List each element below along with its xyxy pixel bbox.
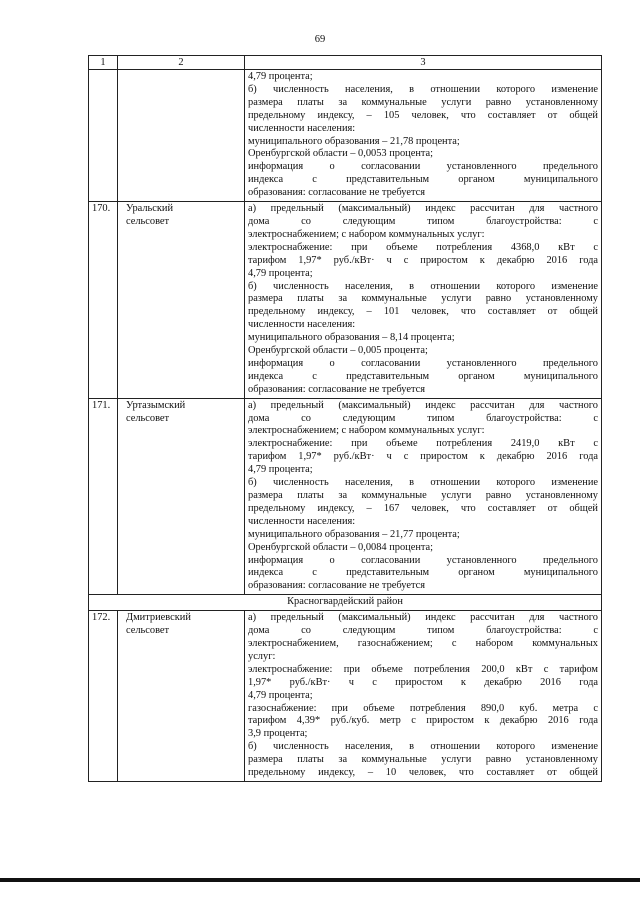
header-col-1: 1: [89, 56, 118, 70]
description-line: муниципального образования – 21,78 процента;: [248, 135, 460, 147]
description-line: численности населения:: [248, 515, 356, 527]
row-number: 172.: [89, 611, 118, 782]
municipality-name-line: сельсовет: [126, 625, 170, 637]
row-number: 171.: [89, 398, 118, 595]
municipality-name: [118, 202, 245, 399]
table-header-row: [89, 56, 602, 70]
description-line: численности населения:: [248, 122, 356, 134]
description-line: численности населения:: [248, 319, 356, 331]
table-row: [89, 398, 602, 595]
description-line: предельному индексу, – 10 человек, что составляет от общей: [248, 767, 598, 779]
description-line: электроснабжением; с набором коммунальных услуг:: [248, 425, 485, 437]
description-line: дома со следующим типом благоустройства: с: [248, 625, 598, 637]
description-line: а) предельный (максимальный) индекс рассчитан для частного: [248, 399, 598, 411]
description-line: дома со следующим типом благоустройства: с: [248, 215, 598, 227]
page-number: 69: [314, 34, 326, 45]
description-line: индекса с представительным органом муниципального: [248, 370, 598, 382]
header-col-2: 2: [118, 56, 245, 70]
description-line: предельному индексу, – 101 человек, что составляет от общей: [248, 306, 598, 318]
description-line: газоснабжение: при объеме потребления 890,0 куб. метра с: [248, 702, 598, 714]
description-line: 1,97* руб./кВт· ч с приростом к декабрю 2016 года: [248, 676, 598, 688]
description-line: размера платы за коммунальные услуги равно установленному: [248, 490, 598, 501]
description-line: услуг:: [248, 650, 276, 662]
description-line: электроснабжение: при объеме потребления 2419,0 кВт с: [248, 438, 598, 450]
description-line: предельному индексу, – 167 человек, что составляет от общей: [248, 502, 598, 514]
description-line: тарифом 1,97* руб./кВт· ч с приростом к декабрю 2016 года: [248, 451, 598, 463]
description-line: муниципального образования – 8,14 процента;: [248, 332, 455, 344]
description-line: б) численность населения, в отношении которого изменение: [248, 83, 598, 95]
description-line: б) численность населения, в отношении которого изменение: [248, 477, 598, 489]
municipality-name: [118, 611, 245, 782]
municipality-name-line: Уральский: [126, 203, 174, 215]
description-line: Оренбургской области – 0,0084 процента;: [248, 541, 434, 553]
index-description: [245, 398, 602, 595]
description-line: 4,79 процента;: [248, 71, 313, 82]
municipality-name-line: сельсовет: [126, 412, 170, 424]
description-line: муниципального образования – 21,77 процента;: [248, 528, 460, 540]
description-line: б) численность населения, в отношении которого изменение: [248, 280, 598, 292]
row-number: [89, 70, 118, 202]
index-description: [245, 611, 602, 782]
page-bottom-rule: [0, 878, 640, 882]
description-line: образования: согласование не требуется: [248, 383, 426, 395]
municipality-name-line: Дмитриевский: [126, 612, 191, 624]
index-description: [245, 70, 602, 202]
description-line: дома со следующим типом благоустройства: с: [248, 412, 598, 424]
description-line: 4,79 процента;: [248, 464, 313, 476]
table-row: [89, 202, 602, 399]
description-line: электроснабжением, газоснабжением; с набором коммунальных: [248, 637, 598, 649]
description-line: образования: согласование не требуется: [248, 187, 426, 199]
description-line: размера платы за коммунальные услуги равно установленному: [248, 293, 598, 305]
description-line: информация о согласовании установленного предельного: [248, 357, 598, 369]
description-line: информация о согласовании установленного предельного: [248, 554, 598, 566]
description-line: Оренбургской области – 0,005 процента;: [248, 345, 428, 357]
tariff-table: [88, 55, 602, 782]
table-row: [89, 611, 602, 782]
description-line: индекса с представительным органом муниципального: [248, 174, 598, 186]
description-line: размера платы за коммунальные услуги равно установленному: [248, 754, 598, 766]
description-line: б) численность населения, в отношении которого изменение: [248, 741, 598, 753]
description-line: 4,79 процента;: [248, 267, 313, 279]
description-line: Оренбургской области – 0,0053 процента;: [248, 148, 434, 160]
description-line: тарифом 1,97* руб./кВт· ч с приростом к декабрю 2016 года: [248, 254, 598, 266]
description-line: образования: согласование не требуется: [248, 580, 426, 592]
description-line: тарифом 4,39* руб./куб. метр с приростом к декабрю 2016 года: [248, 715, 598, 727]
description-line: 4,79 процента;: [248, 689, 313, 701]
description-line: а) предельный (максимальный) индекс рассчитан для частного: [248, 612, 598, 624]
table-row: [89, 70, 602, 202]
description-line: а) предельный (максимальный) индекс рассчитан для частного: [248, 203, 598, 215]
description-line: информация о согласовании установленного предельного: [248, 161, 598, 173]
description-line: предельному индексу, – 105 человек, что составляет от общей: [248, 109, 598, 121]
description-line: индекса с представительным органом муниципального: [248, 567, 598, 579]
header-col-3: 3: [245, 56, 602, 70]
region-row: [89, 595, 602, 611]
description-line: электроснабжение: при объеме потребления 200,0 кВт с тарифом: [248, 663, 598, 675]
municipality-name-line: Уртазымский: [126, 399, 186, 411]
row-number: 170.: [89, 202, 118, 399]
municipality-name: [118, 70, 245, 202]
municipality-name: [118, 398, 245, 595]
description-line: 3,9 процента;: [248, 728, 308, 740]
description-line: размера платы за коммунальные услуги равно установленному: [248, 96, 598, 108]
description-line: электроснабжением; с набором коммунальных услуг:: [248, 228, 485, 240]
index-description: [245, 202, 602, 399]
region-heading: Красногвардейский район: [89, 595, 602, 611]
municipality-name-line: сельсовет: [126, 215, 170, 227]
description-line: электроснабжение: при объеме потребления 4368,0 кВт с: [248, 241, 598, 253]
